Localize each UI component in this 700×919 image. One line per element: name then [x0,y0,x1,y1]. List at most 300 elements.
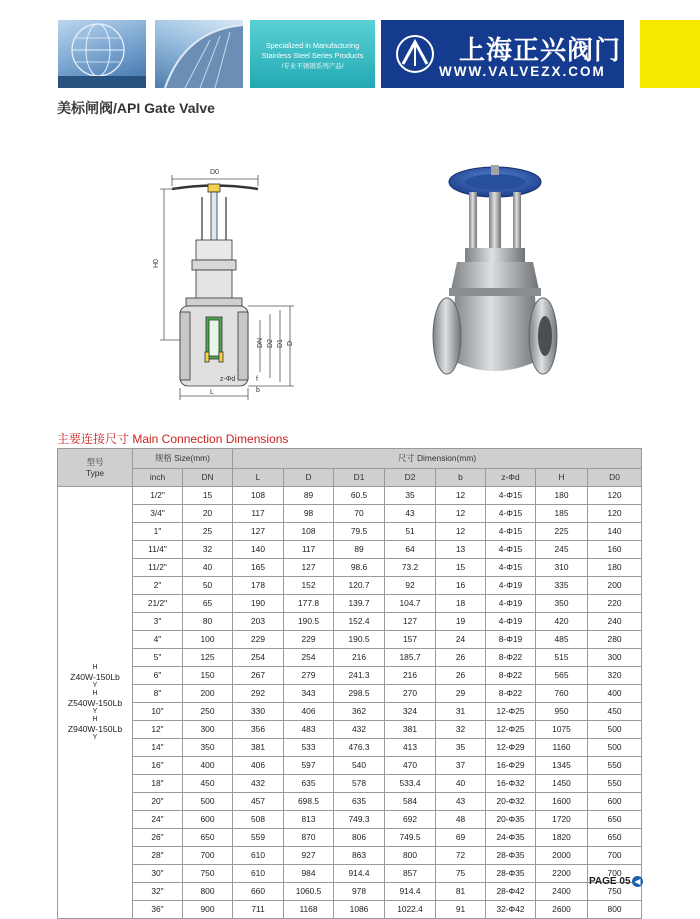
table-cell: 406 [233,757,284,775]
table-cell: 267 [233,667,284,685]
table-cell: 35 [385,487,436,505]
table-cell: 565 [536,667,588,685]
table-cell: 12" [133,721,183,739]
table-cell: 450 [588,703,642,721]
column-header-9: D0 [588,469,642,487]
table-cell: 978 [334,883,385,901]
table-cell: 91 [436,901,486,919]
table-cell: 29 [436,685,486,703]
table-cell: 18" [133,775,183,793]
table-cell: 500 [183,793,233,811]
table-row [58,505,642,523]
table-cell: 1/2" [133,487,183,505]
table-cell: 610 [233,865,284,883]
table-cell: 362 [334,703,385,721]
table-cell: 600 [183,811,233,829]
table-cell: 98.6 [334,559,385,577]
table-cell: 28-Φ42 [486,883,536,901]
table-cell: 16 [436,577,486,595]
label-h0: H0 [153,259,160,268]
model-line: Y [92,733,98,741]
table-cell: 984 [284,865,334,883]
table-cell: 80 [183,613,233,631]
table-cell: 190 [233,595,284,613]
table-cell: 500 [588,739,642,757]
table-cell: 800 [385,847,436,865]
table-cell: 1450 [536,775,588,793]
table-cell: 8" [133,685,183,703]
table-cell: 190.5 [284,613,334,631]
table-cell: 700 [183,847,233,865]
table-cell: 12-Φ25 [486,703,536,721]
table-cell: 4-Φ19 [486,595,536,613]
table-cell: 69 [436,829,486,847]
label-b: b [256,387,260,394]
table-cell: 65 [183,595,233,613]
table-cell: 32-Φ42 [486,901,536,919]
model-line: H [92,663,98,671]
table-cell: 1168 [284,901,334,919]
table-row [58,901,642,919]
table-cell: 185 [536,505,588,523]
banner-line-2: Stainless Steel Series Products [261,50,364,60]
label-f: f [256,376,258,383]
table-cell: 120 [588,505,642,523]
label-d: D [287,340,294,346]
column-header-4: D1 [334,469,385,487]
table-cell: 400 [588,685,642,703]
table-cell: 73.2 [385,559,436,577]
table-row [58,541,642,559]
yellow-accent-block [640,20,700,88]
table-cell: 127 [385,613,436,631]
table-cell: 120 [588,487,642,505]
table-cell: 19 [436,613,486,631]
table-cell: 320 [588,667,642,685]
table-cell: 250 [183,703,233,721]
table-cell: 343 [284,685,334,703]
table-cell: 330 [233,703,284,721]
table-cell: 108 [284,523,334,541]
table-row [58,685,642,703]
table-row [58,487,642,505]
table-cell: 190.5 [334,631,385,649]
model-line: Z40W-150Lb [70,671,120,682]
table-cell: 11/4" [133,541,183,559]
column-header-5: D2 [385,469,436,487]
table-cell: 165 [233,559,284,577]
table-cell: 470 [385,757,436,775]
table-cell: 914.4 [334,865,385,883]
table-cell: 72 [436,847,486,865]
table-cell: 8-Φ22 [486,649,536,667]
column-header-2: L [233,469,284,487]
table-cell: 650 [588,829,642,847]
table-cell: 10" [133,703,183,721]
table-cell: 43 [436,793,486,811]
size-header: 规格 Size(mm) [133,449,233,469]
column-header-7: z-Φd [486,469,536,487]
table-cell: 24" [133,811,183,829]
table-row [58,811,642,829]
table-cell: 279 [284,667,334,685]
table-cell: 4" [133,631,183,649]
table-cell: 98 [284,505,334,523]
table-cell: 225 [536,523,588,541]
dimensions-table [57,448,642,919]
table-cell: 28" [133,847,183,865]
table-cell: 28-Φ35 [486,847,536,865]
gate-valve-photo [425,160,565,390]
table-cell: 16" [133,757,183,775]
table-cell: 584 [385,793,436,811]
table-cell: 540 [334,757,385,775]
model-cell [58,487,133,919]
table-cell: 21/2" [133,595,183,613]
table-cell: 350 [183,739,233,757]
table-cell: 1060.5 [284,883,334,901]
table-cell: 550 [588,775,642,793]
table-cell: 32 [183,541,233,559]
table-cell: 60.5 [334,487,385,505]
table-row [58,703,642,721]
table-cell: 700 [588,865,642,883]
table-cell: 75 [436,865,486,883]
table-cell: 1160 [536,739,588,757]
table-cell: 178 [233,577,284,595]
table-cell: 31 [436,703,486,721]
table-cell: 89 [284,487,334,505]
table-cell: 40 [436,775,486,793]
table-cell: 11/2" [133,559,183,577]
table-cell: 750 [588,883,642,901]
table-cell: 81 [436,883,486,901]
table-cell: 1022.4 [385,901,436,919]
table-cell: 220 [588,595,642,613]
table-cell: 20 [183,505,233,523]
table-cell: 857 [385,865,436,883]
table-cell: 79.5 [334,523,385,541]
table-cell: 280 [588,631,642,649]
table-row [58,883,642,901]
table-cell: 20" [133,793,183,811]
table-cell: 1720 [536,811,588,829]
column-header-8: H [536,469,588,487]
table-cell: 457 [233,793,284,811]
table-cell: 8-Φ22 [486,667,536,685]
table-cell: 806 [334,829,385,847]
table-row [58,523,642,541]
model-line: H [92,689,98,697]
table-cell: 711 [233,901,284,919]
table-cell: 420 [536,613,588,631]
table-cell: 476.3 [334,739,385,757]
table-cell: 578 [334,775,385,793]
table-cell: 150 [183,667,233,685]
table-cell: 43 [385,505,436,523]
table-cell: 89 [334,541,385,559]
table-cell: 26 [436,649,486,667]
table-cell: 14" [133,739,183,757]
table-row [58,847,642,865]
model-line: Z940W-150Lb [67,723,123,734]
table-cell: 140 [233,541,284,559]
table-row [58,559,642,577]
table-cell: 600 [588,793,642,811]
table-cell: 3" [133,613,183,631]
table-cell: 51 [385,523,436,541]
table-cell: 180 [588,559,642,577]
label-d2: D2 [267,339,274,348]
column-header-row [58,469,642,487]
table-cell: 104.7 [385,595,436,613]
table-cell: 200 [588,577,642,595]
table-cell: 12-Φ25 [486,721,536,739]
table-cell: 432 [334,721,385,739]
brand-banner [381,20,624,88]
table-cell: 15 [183,487,233,505]
banner-line-1: Specialized in Manufacturing [265,41,360,50]
table-cell: 292 [233,685,284,703]
table-cell: 2600 [536,901,588,919]
table-cell: 180 [536,487,588,505]
table-cell: 24-Φ35 [486,829,536,847]
model-line: Z540W-150Lb [67,697,123,708]
table-row [58,595,642,613]
table-cell: 4-Φ15 [486,505,536,523]
table-cell: 70 [334,505,385,523]
table-cell: 16-Φ29 [486,757,536,775]
table-cell: 550 [588,757,642,775]
table-cell: 48 [436,811,486,829]
globe-sculpture-photo [58,20,146,88]
company-logo-icon [395,34,435,74]
table-cell: 324 [385,703,436,721]
header-row-1 [58,449,642,469]
label-z-phi-d: z-Φd [220,376,236,383]
table-cell: 24 [436,631,486,649]
table-row [58,613,642,631]
table-cell: 1" [133,523,183,541]
table-cell: 12 [436,487,486,505]
table-cell: 26 [436,667,486,685]
table-cell: 4-Φ15 [486,541,536,559]
table-cell: 450 [183,775,233,793]
previous-page-arrow-icon[interactable]: ◀ [632,876,643,887]
table-cell: 20-Φ35 [486,811,536,829]
model-line: Y [92,707,98,715]
table-cell: 760 [536,685,588,703]
table-cell: 13 [436,541,486,559]
table-cell: 203 [233,613,284,631]
table-cell: 400 [183,757,233,775]
table-cell: 40 [183,559,233,577]
column-header-6: b [436,469,486,487]
table-cell: 870 [284,829,334,847]
table-cell: 125 [183,649,233,667]
table-cell: 610 [233,847,284,865]
table-cell: 100 [183,631,233,649]
table-cell: 32 [436,721,486,739]
table-cell: 8-Φ22 [486,685,536,703]
table-cell: 4-Φ19 [486,613,536,631]
table-cell: 950 [536,703,588,721]
column-header-3: D [284,469,334,487]
table-cell: 152 [284,577,334,595]
table-cell: 160 [588,541,642,559]
table-cell: 1075 [536,721,588,739]
table-row [58,577,642,595]
table-cell: 241.3 [334,667,385,685]
table-cell: 4-Φ15 [486,487,536,505]
table-cell: 533 [284,739,334,757]
brand-url[interactable]: WWW.VALVEZX.COM [439,64,606,79]
table-cell: 120.7 [334,577,385,595]
table-row [58,775,642,793]
table-cell: 6" [133,667,183,685]
table-cell: 15 [436,559,486,577]
table-cell: 2400 [536,883,588,901]
table-cell: 300 [183,721,233,739]
table-cell: 914.4 [385,883,436,901]
table-cell: 32" [133,883,183,901]
table-cell: 12-Φ29 [486,739,536,757]
table-cell: 26" [133,829,183,847]
table-cell: 127 [284,559,334,577]
table-cell: 139.7 [334,595,385,613]
table-cell: 692 [385,811,436,829]
table-cell: 310 [536,559,588,577]
table-cell: 4-Φ15 [486,523,536,541]
table-row [58,721,642,739]
table-cell: 750 [183,865,233,883]
table-cell: 381 [233,739,284,757]
model-line: Y [92,681,98,689]
table-cell: 254 [233,649,284,667]
table-cell: 20-Φ32 [486,793,536,811]
table-cell: 749.3 [334,811,385,829]
table-cell: 800 [588,901,642,919]
table-cell: 36" [133,901,183,919]
table-cell: 660 [233,883,284,901]
table-cell: 900 [183,901,233,919]
table-cell: 117 [233,505,284,523]
table-cell: 413 [385,739,436,757]
table-cell: 16-Φ32 [486,775,536,793]
dimension-header: 尺寸 Dimension(mm) [233,449,642,469]
table-cell: 50 [183,577,233,595]
table-cell: 406 [284,703,334,721]
table-cell: 30" [133,865,183,883]
table-cell: 1345 [536,757,588,775]
table-row [58,649,642,667]
table-row [58,631,642,649]
table-cell: 92 [385,577,436,595]
label-dn: DN [257,337,264,348]
table-cell: 3/4" [133,505,183,523]
page-title: 美标闸阀/API Gate Valve [57,100,215,116]
table-cell: 8-Φ19 [486,631,536,649]
gate-valve-drawing [150,162,310,402]
table-cell: 37 [436,757,486,775]
model-header-cell [58,449,133,487]
table-cell: 4-Φ19 [486,577,536,595]
model-header-en: Type [85,467,105,478]
table-cell: 432 [233,775,284,793]
table-cell: 35 [436,739,486,757]
label-d0: D0 [210,169,219,176]
table-cell: 635 [284,775,334,793]
table-cell: 117 [284,541,334,559]
table-cell: 2000 [536,847,588,865]
table-cell: 200 [183,685,233,703]
table-cell: 216 [385,667,436,685]
table-cell: 650 [588,811,642,829]
table-cell: 800 [183,883,233,901]
table-cell: 500 [588,721,642,739]
table-cell: 28-Φ35 [486,865,536,883]
steel-tank-photo [155,20,243,88]
table-cell: 698.5 [284,793,334,811]
table-cell: 650 [183,829,233,847]
table-cell: 4-Φ15 [486,559,536,577]
table-cell: 270 [385,685,436,703]
label-l: L [210,389,214,396]
table-cell: 749.5 [385,829,436,847]
table-cell: 483 [284,721,334,739]
table-cell: 515 [536,649,588,667]
table-cell: 356 [233,721,284,739]
table-cell: 335 [536,577,588,595]
table-cell: 25 [183,523,233,541]
table-cell: 927 [284,847,334,865]
column-header-1: DN [183,469,233,487]
table-row [58,757,642,775]
table-cell: 533.4 [385,775,436,793]
table-cell: 152.4 [334,613,385,631]
table-cell: 229 [284,631,334,649]
table-cell: 350 [536,595,588,613]
table-cell: 240 [588,613,642,631]
table-cell: 863 [334,847,385,865]
table-cell: 485 [536,631,588,649]
label-d1: D1 [277,339,284,348]
table-cell: 229 [233,631,284,649]
table-cell: 216 [334,649,385,667]
table-cell: 127 [233,523,284,541]
table-cell: 381 [385,721,436,739]
table-row [58,667,642,685]
table-row [58,739,642,757]
table-cell: 64 [385,541,436,559]
table-cell: 12 [436,505,486,523]
table-cell: 298.5 [334,685,385,703]
table-cell: 508 [233,811,284,829]
table-cell: 1600 [536,793,588,811]
table-cell: 2" [133,577,183,595]
table-cell: 700 [588,847,642,865]
table-row [58,865,642,883]
table-cell: 185.7 [385,649,436,667]
banner-line-3: /专业不锈钢系列产品/ [281,63,344,70]
brand-name: 上海正兴阀门 [459,36,622,66]
table-cell: 245 [536,541,588,559]
specialization-banner [250,20,375,88]
table-cell: 12 [436,523,486,541]
section-title: 主要连接尺寸 Main Connection Dimensions [57,432,289,446]
table-cell: 108 [233,487,284,505]
model-line: H [92,715,98,723]
